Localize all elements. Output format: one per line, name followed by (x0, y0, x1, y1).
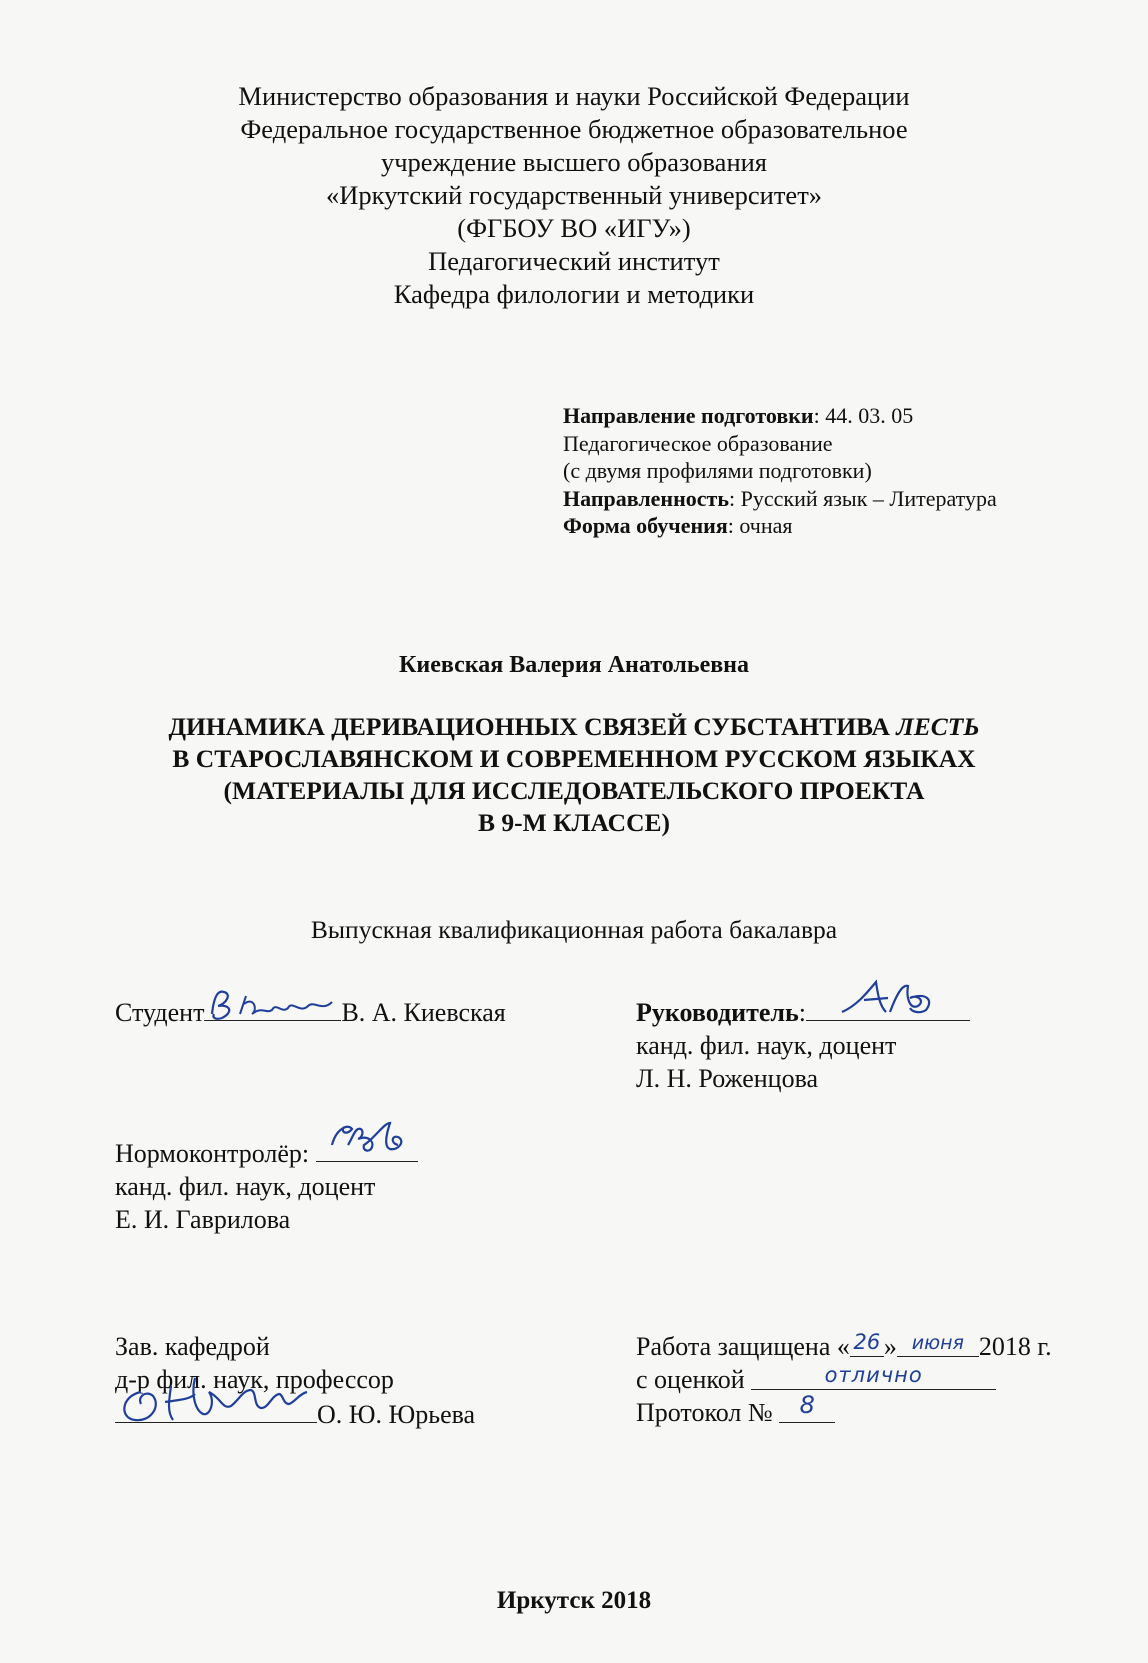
header-line: «Иркутский государственный университет» (325, 180, 823, 210)
direction-line: (с двумя профилями подготовки) (563, 458, 872, 483)
protocol-field (779, 1391, 835, 1423)
title-line: В 9-М КЛАССЕ) (477, 808, 671, 837)
header-line: Кафедра филологии и методики (393, 279, 755, 309)
grade-field (751, 1363, 996, 1390)
work-type: Выпускная квалификационная работа бакалавра (310, 915, 838, 944)
supervisor-signature-line (806, 994, 970, 1021)
header-line: Федеральное государственное бюджетное образовательное (240, 114, 908, 144)
grade-label: с оценкой (636, 1365, 752, 1394)
title-italic-word: ЛЕСТЬ (896, 712, 980, 741)
study-form-value: : очная (727, 513, 793, 538)
defense-day-field (850, 1330, 884, 1357)
defense-year: 2018 г. (978, 1332, 1052, 1361)
student-label: Студент (115, 998, 205, 1027)
institution-header (0, 80, 1148, 311)
program-info (563, 402, 997, 540)
student-signature (204, 984, 344, 1026)
supervisor-label: Руководитель (636, 998, 799, 1027)
head-signature-line (115, 1396, 317, 1423)
direction-label: Направление подготовки (563, 403, 814, 428)
supervisor-signature (836, 976, 946, 1020)
orientation-label: Направленность (563, 485, 729, 511)
normcontrol-block (115, 1135, 418, 1236)
study-form-label: Форма обучения (563, 513, 728, 538)
city-year: Иркутск 2018 (496, 1587, 652, 1614)
protocol-label: Протокол № (636, 1398, 780, 1427)
supervisor-degree: канд. фил. наук, доцент (636, 1031, 897, 1060)
title-line: ДИНАМИКА ДЕРИВАЦИОННЫХ СВЯЗЕЙ СУБСТАНТИВА (168, 712, 897, 741)
defense-month: июня (911, 1332, 964, 1354)
normcontrol-signature-line (316, 1135, 418, 1162)
supervisor-block (636, 994, 970, 1095)
direction-line: Педагогическое образование (563, 430, 833, 456)
head-label: Зав. кафедрой (115, 1332, 270, 1361)
supervisor-name: Л. Н. Роженцова (636, 1064, 819, 1093)
header-line: (ФГБОУ ВО «ИГУ») (457, 213, 691, 243)
defense-prefix: Работа защищена « (636, 1332, 850, 1361)
thesis-title (0, 711, 1148, 839)
normcontrol-label: Нормоконтролёр: (115, 1139, 316, 1168)
student-signature-line (204, 994, 341, 1021)
header-line: учреждение высшего образования (380, 147, 767, 177)
head-signature (111, 1356, 341, 1426)
title-line: (МАТЕРИАЛЫ ДЛЯ ИССЛЕДОВАТЕЛЬСКОГО ПРОЕКТА (223, 776, 925, 805)
header-line: Педагогический институт (428, 246, 720, 276)
protocol-number: 8 (799, 1391, 815, 1419)
grade-value: отлично (824, 1363, 923, 1387)
orientation-value: : Русский язык – Литература (729, 485, 997, 511)
normcontrol-degree: канд. фил. наук, доцент (115, 1172, 376, 1201)
defense-close-quote: » (883, 1332, 897, 1361)
student-name: В. А. Киевская (341, 998, 506, 1027)
defense-day: 26 (853, 1330, 881, 1354)
head-name: О. Ю. Юрьева (317, 1400, 476, 1429)
head-degree: д-р фил. наук, профессор (115, 1365, 394, 1394)
header-line: Министерство образования и науки Российской Федерации (238, 81, 910, 111)
head-of-department-block (115, 1330, 475, 1431)
defense-block (636, 1330, 1052, 1429)
direction-value: : 44. 03. 05 (813, 403, 914, 428)
supervisor-colon: : (798, 998, 807, 1027)
normcontrol-signature (318, 1117, 428, 1161)
title-line: В СТАРОСЛАВЯНСКОМ И СОВРЕМЕННОМ РУССКОМ ЯЗЫКАХ (172, 744, 976, 773)
normcontrol-name: Е. И. Гаврилова (115, 1205, 291, 1234)
student-line (115, 994, 506, 1029)
defense-month-field (897, 1330, 979, 1357)
author-name: Киевская Валерия Анатольевна (398, 652, 750, 678)
